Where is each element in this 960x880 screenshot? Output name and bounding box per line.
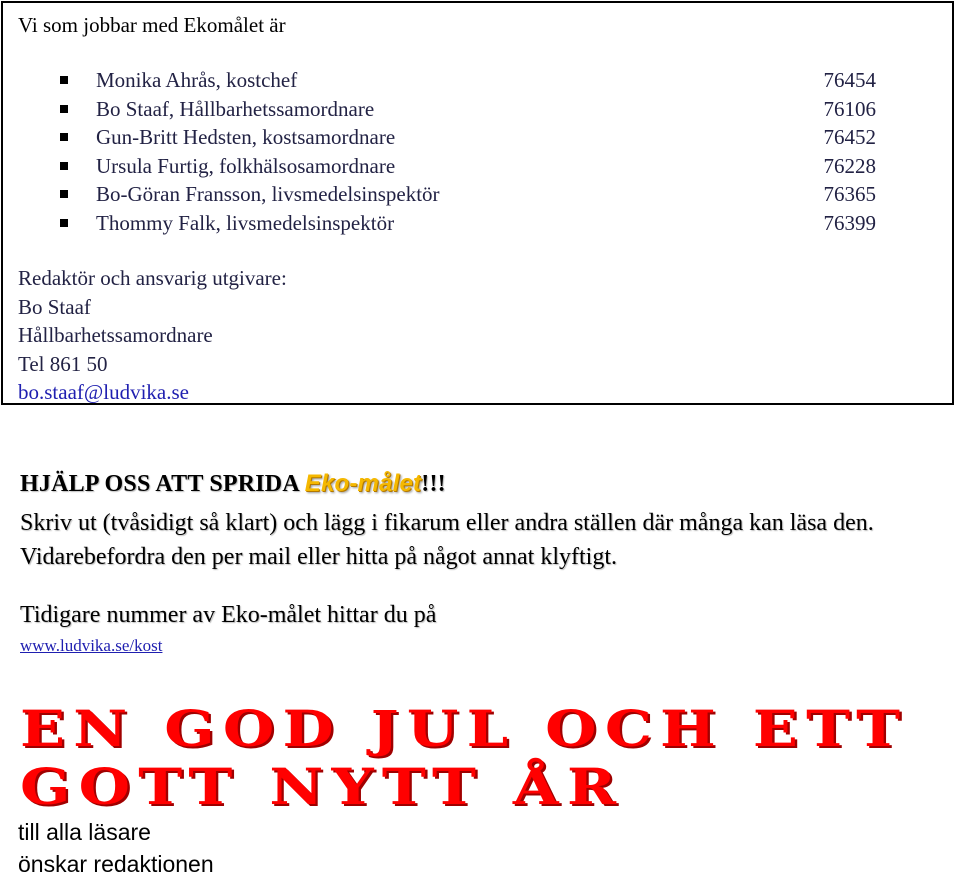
staff-phone: 76399 xyxy=(823,210,876,235)
list-item xyxy=(60,152,880,181)
editor-phone: Tel 861 50 xyxy=(18,351,108,376)
editor-name: Bo Staaf xyxy=(18,294,91,319)
bullet-icon xyxy=(60,105,68,113)
list-item xyxy=(60,123,880,152)
staff-name: Ursula Furtig, folkhälsosamordnare xyxy=(96,153,396,178)
bullet-icon xyxy=(60,162,68,170)
staff-phone: 76106 xyxy=(823,96,876,121)
intro-text: Vi som jobbar med Ekomålet är xyxy=(18,13,286,37)
staff-name: Thommy Falk, livsmedelsinspektör xyxy=(96,210,395,235)
eko-brand-logo: Eko-målet xyxy=(304,470,422,497)
staff-phone: 76228 xyxy=(823,153,876,178)
staff-name: Bo-Göran Fransson, livsmedelsinspektör xyxy=(96,182,440,206)
help-prefix: HJÄLP OSS ATT SPRIDA xyxy=(20,471,305,497)
christmas-greeting xyxy=(20,700,908,816)
bullet-icon xyxy=(60,219,68,227)
staff-name: Bo Staaf, Hållbarhetssamordnare xyxy=(96,96,375,121)
list-item xyxy=(60,95,880,124)
kost-link[interactable]: www.ludvika.se/kost xyxy=(20,636,163,655)
greeting-line-1: EN GOD JUL OCH ETT xyxy=(20,699,909,758)
greeting-line-2: GOTT NYTT ÅR xyxy=(20,757,625,816)
earlier-issues-text: Tidigare nummer av Eko-målet hittar du på xyxy=(20,602,437,628)
help-text: Skriv ut (tvåsidigt så klart) och lägg i fikarum eller andra ställen där många kan läsa den. Vidarebefordra den per mail eller hitta på något annat klyftigt. xyxy=(20,510,874,570)
editor-email-link[interactable]: bo.staaf@ludvika.se xyxy=(18,380,189,404)
staff-phone: 76452 xyxy=(823,125,876,149)
help-heading xyxy=(20,470,446,498)
closing-line-2: önskar redaktionen xyxy=(18,851,214,877)
list-item xyxy=(60,180,880,209)
closing-text xyxy=(18,816,214,880)
bullet-icon xyxy=(60,76,68,84)
staff-phone: 76454 xyxy=(823,68,876,92)
list-item xyxy=(60,209,880,238)
editor-title: Hållbarhetssamordnare xyxy=(18,323,213,347)
editor-heading: Redaktör och ansvarig utgivare: xyxy=(18,266,287,290)
bullet-icon xyxy=(60,190,68,198)
list-item xyxy=(60,66,880,95)
editor-block xyxy=(18,264,287,407)
staff-name: Monika Ahrås, kostchef xyxy=(96,68,298,92)
help-suffix: !!! xyxy=(421,471,446,497)
closing-line-1: till alla läsare xyxy=(18,819,151,845)
staff-list xyxy=(60,66,880,237)
staff-phone: 76365 xyxy=(823,182,876,206)
staff-name: Gun-Britt Hedsten, kostsamordnare xyxy=(96,125,396,149)
bullet-icon xyxy=(60,133,68,141)
